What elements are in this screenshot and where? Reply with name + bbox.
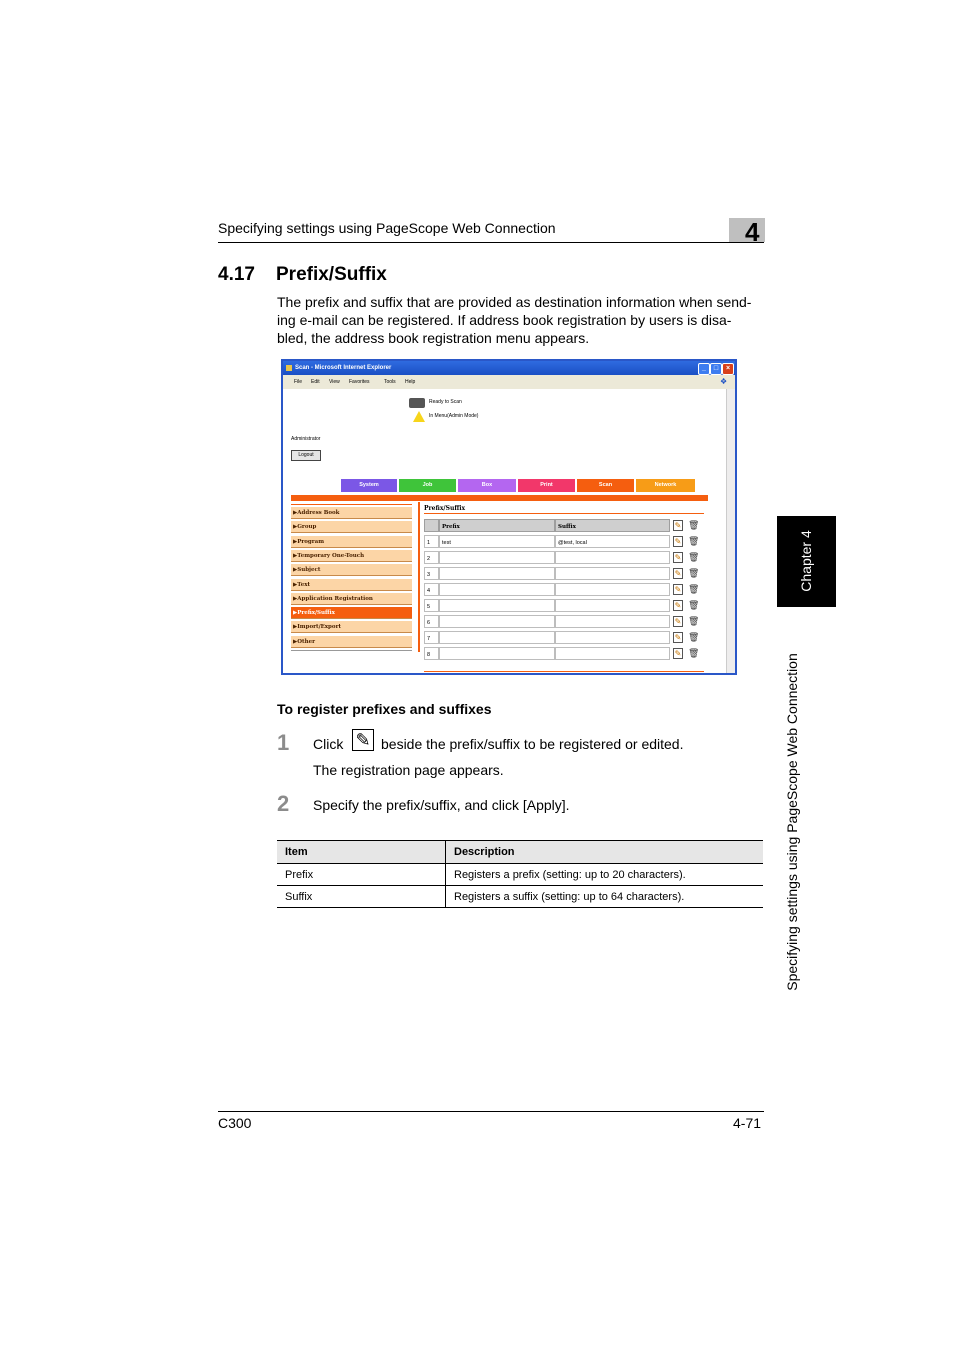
header-no-cell [424,519,439,532]
close-icon[interactable]: × [722,363,734,375]
edit-icon[interactable]: ✎ [674,649,682,658]
side-chapter-label: Chapter 4 [798,530,814,592]
trash-icon[interactable]: 🗑 [688,552,700,562]
trash-icon[interactable]: 🗑 [688,584,700,594]
edit-icon[interactable]: ✎ [674,617,682,626]
browser-titlebar [283,361,735,375]
step-1-result: The registration page appears. [313,762,504,778]
intro-line: bled, the address book registration menu appears. [277,330,590,346]
suffix-cell [555,599,670,612]
row-number: 4 [424,583,439,596]
warning-icon [413,411,425,422]
sidebar-item-label: Text [297,581,311,588]
footer-rule [218,1111,764,1112]
status-ready: Ready to Scan [429,399,462,405]
browser-scrollbar[interactable] [726,389,735,673]
suffix-cell [555,615,670,628]
table-row [277,886,763,908]
panel-bottom-rule [424,671,704,672]
edit-icon[interactable]: ✎ [674,537,682,546]
side-section-title: Specifying settings using PageScope Web Connection [784,653,800,991]
prefix-cell [439,567,555,580]
chapter-number: 4 [745,217,760,247]
sidebar-top-rule [291,504,412,505]
panel-title: Prefix/Suffix [424,505,466,512]
sidebar-item-other[interactable]: ▶Other [291,636,412,648]
tab-label: Box [481,482,493,488]
sidebar-item-program[interactable]: ▶Program [291,536,412,548]
trash-icon[interactable]: 🗑 [688,536,700,546]
edit-icon[interactable]: ✎ [674,569,682,578]
row-number: 1 [424,535,439,548]
windows-logo-icon: ❖ [720,377,728,386]
step-1-text-before: Click [313,736,344,752]
sidebar-item-label: Temporary One-Touch [297,552,365,559]
sidebar-item-group[interactable]: ▶Group [291,521,412,533]
suffix-cell [555,583,670,596]
trash-icon[interactable]: 🗑 [688,616,700,626]
edit-icon[interactable]: ✎ [674,601,682,610]
minimize-icon[interactable]: _ [698,363,710,375]
table-header-row [277,841,763,864]
sidebar-item-address-book[interactable]: ▶Address Book [291,507,412,519]
scan-tab-bar [291,495,708,501]
suffix-cell [555,551,670,564]
prefix-cell: test [439,535,555,548]
intro-paragraph [277,293,765,347]
user-label: Administrator [291,436,321,442]
printer-icon [409,398,425,408]
header-description: Description [446,841,764,864]
description-cell: Registers a prefix (setting: up to 20 characters). [446,864,764,886]
settings-table [277,840,763,908]
tab-label: Scan [598,482,613,488]
prefix-cell [439,551,555,564]
web-connection-page [283,389,726,673]
description-cell: Registers a suffix (setting: up to 64 characters). [446,886,764,908]
sidebar-item-text[interactable]: ▶Text [291,579,412,591]
sidebar-item-import-export[interactable]: ▶Import/Export [291,621,412,633]
header-suffix: Suffix [555,519,670,532]
browser-menubar [283,375,735,389]
menu-view[interactable]: View [329,379,340,385]
sidebar-item-application-registration[interactable]: ▶Application Registration [291,593,412,605]
section-heading [218,264,387,286]
edit-icon[interactable]: ✎ [674,553,682,562]
sidebar-item-label: Group [297,524,317,531]
row-number: 7 [424,631,439,644]
sidebar-item-label: Address Book [297,510,340,516]
item-cell: Suffix [277,886,446,908]
tab-scan[interactable] [577,479,634,492]
status-mode: In Menu(Admin Mode) [429,413,479,419]
sidebar-item-label: Application Registration [297,595,373,602]
sidebar-item-label: Program [297,538,325,545]
sidebar-item-temporary-one-touch[interactable]: ▶Temporary One-Touch [291,550,412,562]
menu-favorites[interactable]: Favorites [349,379,370,385]
sidebar-item-label: Prefix/Suffix [297,610,335,617]
menu-tools[interactable]: Tools [384,379,396,385]
trash-icon[interactable]: 🗑 [688,632,700,642]
trash-icon[interactable]: 🗑 [688,568,700,578]
tab-label: Network [654,482,677,488]
step-1-text-after: beside the prefix/suffix to be registered or edited. [381,736,684,752]
window-title: Scan - Microsoft Internet Explorer [295,365,392,371]
trash-icon[interactable]: 🗑 [688,648,700,658]
content-divider [418,502,420,652]
step-2-text: Specify the prefix/suffix, and click [Apply]. [313,797,570,813]
tab-label: Job [422,482,433,488]
section-title: Prefix/Suffix [276,264,387,285]
sidebar-item-label: Import/Export [297,624,342,631]
suffix-cell [555,567,670,580]
menu-edit[interactable]: Edit [311,379,320,385]
table-row [277,864,763,886]
tab-label: System [359,482,379,488]
header-rule [218,242,764,243]
edit-icon[interactable]: ✎ [674,585,682,594]
tab-box[interactable] [458,479,516,492]
edit-icon: ✎ [674,521,682,530]
maximize-icon[interactable]: □ [710,363,722,375]
logout-button[interactable]: Logout [291,450,321,461]
header-item: Item [277,841,446,864]
running-header: Specifying settings using PageScope Web Connection [218,220,556,236]
procedure-heading: To register prefixes and suffixes [277,701,492,717]
menu-file[interactable]: File [294,379,303,385]
edit-icon: ✎ [352,729,374,751]
row-number: 2 [424,551,439,564]
tab-job[interactable] [399,479,456,492]
browser-screenshot [281,359,737,675]
intro-line: ing e-mail can be registered. If address book registration by users is disa- [277,312,732,328]
tab-print[interactable] [518,479,575,492]
suffix-cell: @test, local [555,535,670,548]
ie-icon [286,365,292,371]
menu-help[interactable]: Help [405,379,416,385]
sidebar-item-prefix-suffix[interactable]: ▶Prefix/Suffix [291,607,412,619]
section-number: 4.17 [218,264,255,285]
footer-page-number: 4-71 [733,1115,762,1131]
item-cell: Prefix [277,864,446,886]
suffix-cell [555,647,670,660]
prefix-cell [439,583,555,596]
tab-system[interactable] [341,479,397,492]
header-prefix: Prefix [439,519,555,532]
sidebar-item-label: Other [297,638,315,645]
sidebar-item-label: Subject [297,567,321,574]
step-1-number: 1 [277,730,290,755]
prefix-cell [439,631,555,644]
suffix-cell [555,631,670,644]
tab-label: Print [540,482,553,488]
edit-icon[interactable]: ✎ [674,633,682,642]
trash-icon: 🗑 [688,520,700,530]
prefix-cell [439,647,555,660]
trash-icon[interactable]: 🗑 [688,600,700,610]
row-number: 6 [424,615,439,628]
footer-model: C300 [218,1115,252,1131]
sidebar-bottom-rule [291,650,412,651]
tab-network[interactable] [636,479,695,492]
prefix-cell [439,615,555,628]
row-number: 8 [424,647,439,660]
intro-line: The prefix and suffix that are provided as destination information when send- [277,294,752,310]
row-number: 3 [424,567,439,580]
panel-title-rule [424,513,704,514]
prefix-cell [439,599,555,612]
sidebar-item-subject[interactable]: ▶Subject [291,564,412,576]
row-number: 5 [424,599,439,612]
step-2-number: 2 [277,791,290,816]
